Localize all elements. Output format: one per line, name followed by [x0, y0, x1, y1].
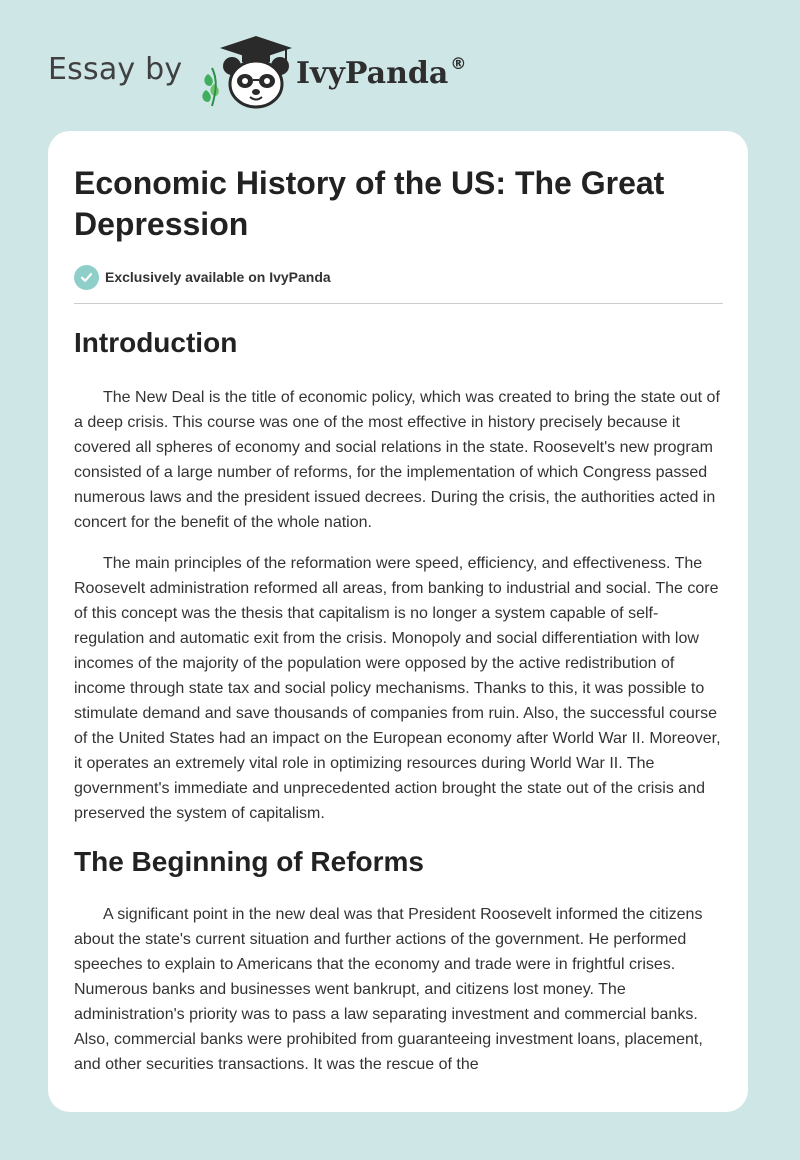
paragraph: The New Deal is the title of economic policy, which was created to bring the state out of a deep crisis. This course was one of the most effective in history precisely because it covered all spheres of economy and social relations in the state. Roosevelt's new program consisted of a large number of reforms, for the implementation of which Congress passed numerous laws and the president issued decrees. During the crisis, the authorities acted in concert for the benefit of the whole nation.: [74, 389, 720, 531]
exclusive-badge: [74, 264, 331, 290]
essay-by-label: Essay by: [48, 52, 183, 87]
panda-graduate-icon[interactable]: [198, 34, 294, 110]
exclusive-badge-label: Exclusively available on IvyPanda: [105, 269, 331, 285]
ivy-leaf-icon: [202, 68, 218, 106]
site-header: [0, 0, 800, 130]
paragraph: The main principles of the reformation were speed, efficiency, and effectiveness. The Roosevelt administration reformed all areas, from banking to industrial and social. The core of this concept was the thesis that capitalism is no longer a system capable of self-regulation and automatic exit from the crisis. Monopoly and social differentiation with low incomes of the majority of the population were opposed by the active redistribution of income through state tax and social policy mechanisms. Thanks to this, it was possible to stimulate demand and save thousands of companies from ruin. Also, the successful course of the United States had an impact on the European economy after World War II. Moreover, it operates an extremely vital role in optimizing resources during World War II. The government's immediate and unprecedented action brought the state out of the crisis and preserved the system of capitalism.: [74, 555, 721, 822]
paragraph: A significant point in the new deal was that President Roosevelt informed the citizens about the state's current situation and further actions of the government. He performed speeches to explain to Americans that the economy and trade were in frightful crises. Numerous banks and businesses went bankrupt, and citizens lost money. The administration's priority was to pass a law separating investment and commercial banks. Also, commercial banks were prohibited from guaranteeing investment loans, placement, and other securities transactions. It was the rescue of the: [74, 906, 703, 1073]
registered-mark: ®: [450, 54, 467, 73]
brand-wordmark[interactable]: [296, 56, 466, 91]
page-title: Economic History of the US: The Great Depression: [74, 165, 665, 242]
essay-card: [48, 131, 748, 1112]
brand-name: IvyPanda: [296, 56, 449, 91]
divider: [74, 303, 723, 304]
section-heading-beginning-of-reforms: The Beginning of Reforms: [74, 846, 424, 877]
section-heading-introduction: Introduction: [74, 327, 238, 358]
check-circle-icon: [74, 265, 99, 290]
